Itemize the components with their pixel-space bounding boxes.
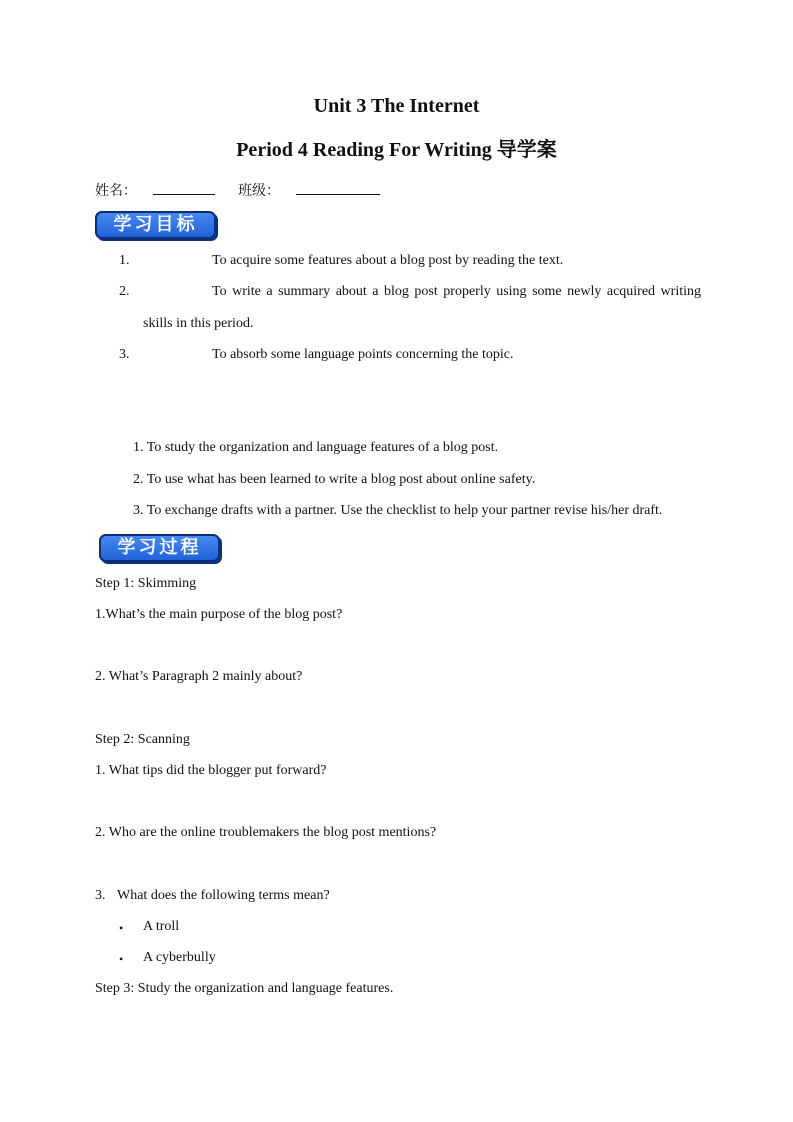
step2-question-1: 1. What tips did the blogger put forward? [95, 763, 327, 778]
objective-2-num: 2. [119, 284, 130, 299]
objective-3-num: 3. [119, 347, 130, 362]
step1-question-2: 2. What’s Paragraph 2 mainly about? [95, 669, 303, 684]
step3-label: Step 3: Study the organization and language features. [95, 981, 394, 996]
step2-question-3-text: What does the following terms mean? [117, 888, 330, 903]
process-badge: 学习过程 [99, 534, 220, 562]
extra-objective-3: 3. To exchange drafts with a partner. Use the checklist to help your partner revise his/her draft. [133, 503, 663, 518]
step2-question-3-num: 3. [95, 888, 106, 903]
student-info [95, 180, 380, 200]
bullet-icon: • [119, 952, 124, 966]
step1-question-1: 1.What’s the main purpose of the blog post? [95, 607, 343, 622]
term-cyberbully: A cyberbully [143, 950, 216, 965]
objective-1-num: 1. [119, 253, 130, 268]
objectives-badge: 学习目标 [95, 211, 216, 239]
objective-1-text: To acquire some features about a blog post by reading the text. [212, 253, 564, 268]
name-label: 姓名： [95, 184, 137, 199]
term-troll: A troll [143, 919, 180, 934]
extra-objective-1: 1. To study the organization and language features of a blog post. [133, 440, 499, 455]
class-blank[interactable] [296, 180, 380, 195]
extra-objective-2: 2. To use what has been learned to write a blog post about online safety. [133, 472, 536, 487]
objective-2-text: To write a summary about a blog post properly using some newly acquired writing [212, 284, 701, 299]
page-title: Unit 3 The Internet [313, 95, 480, 117]
step2-label: Step 2: Scanning [95, 732, 190, 747]
objective-3-text: To absorb some language points concerning the topic. [212, 347, 514, 362]
objective-2-continuation: skills in this period. [143, 316, 254, 331]
step2-question-2: 2. Who are the online troublemakers the blog post mentions? [95, 825, 437, 840]
class-label: 班级： [238, 184, 280, 199]
name-blank[interactable] [153, 180, 215, 195]
page-subtitle: Period 4 Reading For Writing 导学案 [236, 139, 557, 161]
bullet-icon: • [119, 921, 124, 935]
step1-label: Step 1: Skimming [95, 576, 197, 591]
